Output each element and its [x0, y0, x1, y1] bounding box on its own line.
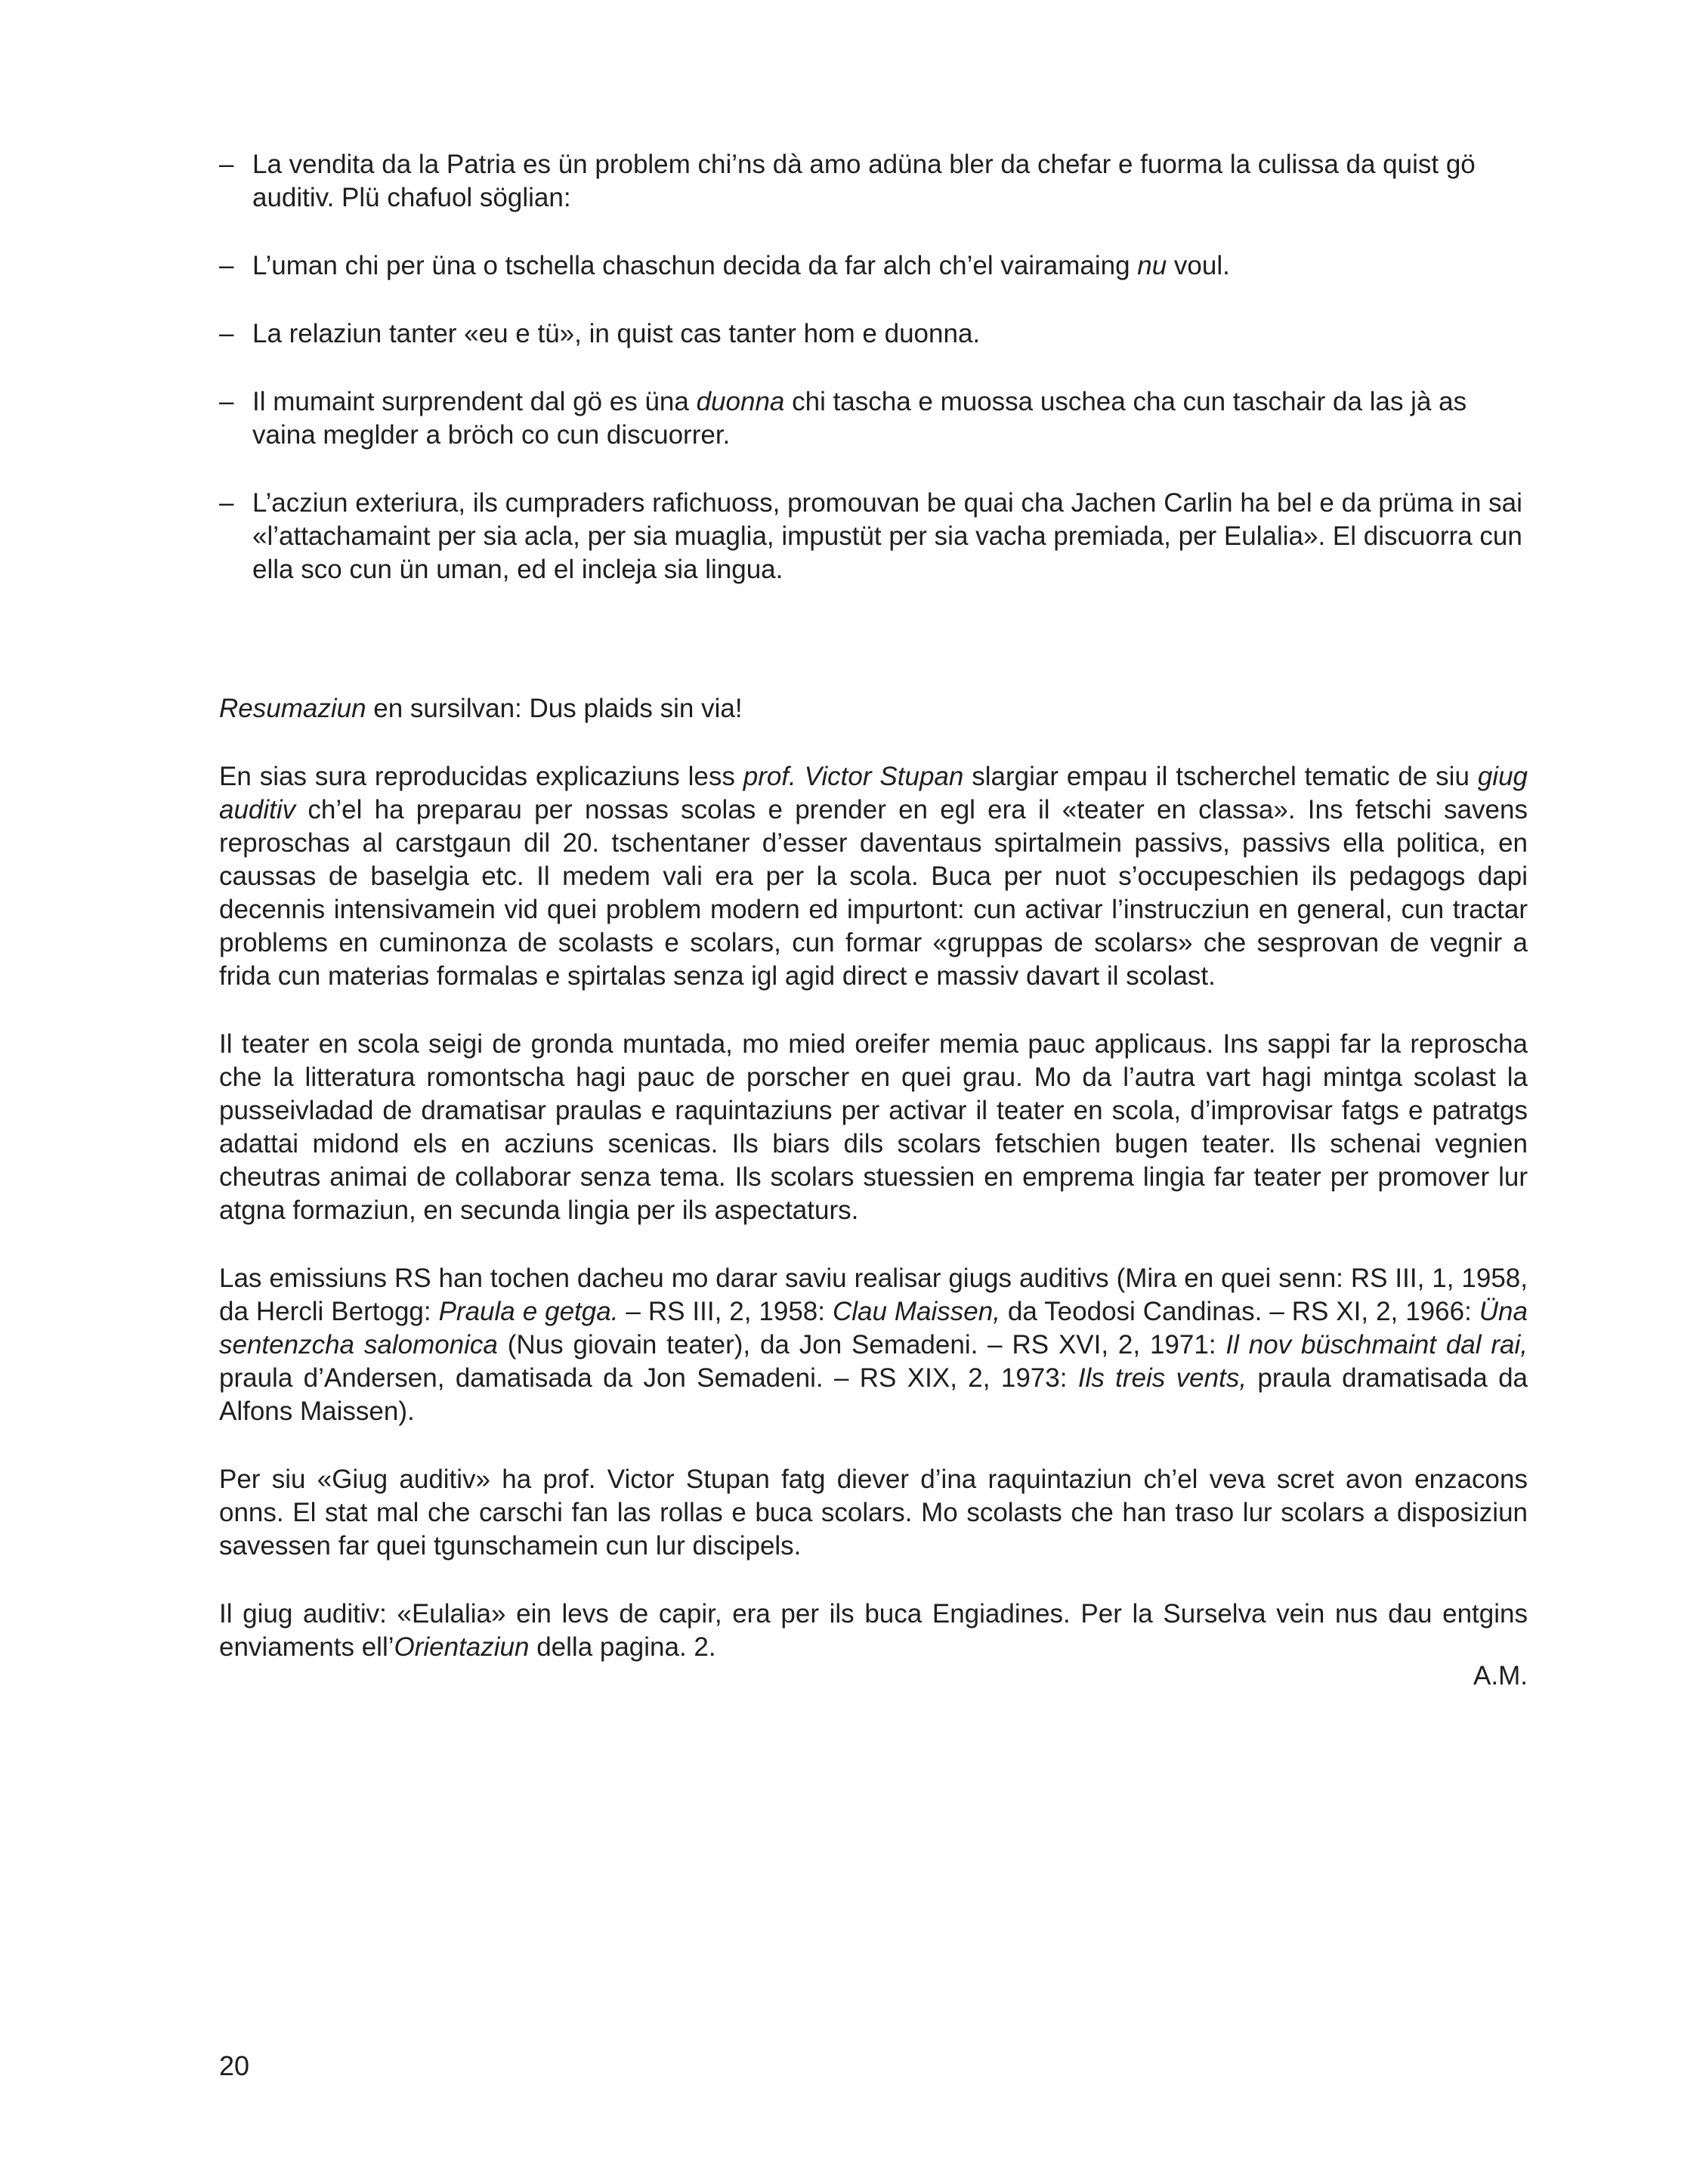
- bullet-text: La relaziun tanter «eu e tü», in quist cas tanter hom e duonna.: [252, 319, 981, 348]
- emphasis: Praula e getga.: [438, 1297, 619, 1326]
- page-number: 20: [219, 2050, 250, 2081]
- bullet-text: [252, 249, 1528, 283]
- resumaziun-section: [219, 692, 1528, 1693]
- paragraph: [219, 1598, 1528, 1664]
- bullet-dash: –: [219, 150, 234, 179]
- author-signature: A.M.: [1473, 1661, 1528, 1691]
- paragraph: Il teater en scola seigi de gronda muntada, mo mied oreifer memia pauc applicaus. Ins sappi far la reproscha che la litteratura romontscha hagi pauc de porscher en quei grau. Mo da l’autra vart hagi mintga scolast la pusseivladad de dramatisar praulas e raquintaziuns per activar il teater en scola, d’improvisar fatgs e patratgs adattai midond els en acziuns scenicas. Ils biars dils scolars fetschien bugen teater. Ils schenai vegnien cheutras animai de collaborar senza tema. Ils scolars stuessien en emprema lingia far teater per promover lur atgna formaziun, en secunda lingia per ils aspectaturs.: [219, 1029, 1528, 1225]
- list-item: [219, 385, 1528, 452]
- page-content: [219, 148, 1528, 1693]
- paragraph: [219, 1262, 1528, 1428]
- emphasis: Ils treis vents,: [1077, 1363, 1247, 1393]
- bullet-text: [252, 385, 1528, 452]
- emphasis: Clau Maissen,: [832, 1297, 1000, 1326]
- list-item: [219, 249, 1528, 283]
- emphasis: duonna: [696, 387, 785, 416]
- emphasis: Orientaziun: [394, 1632, 530, 1662]
- text-run: ch’el ha preparau per nossas scolas e prender en egl era il «teater en classa». Ins fetschi savens reproschas al carstgaun dil 20. tschentaner d’esser daventaus spirtalmein passivs, passivs ella politica, en caussas de baselgia etc. Il medem vali era per la scola. Buca per nuot s’occupeschien ils pedagogs dapi decennis intensivamein vid quei problem modern ed impurtont: cun activar l’instrucziun en general, cun tractar problems en cuminonza de scolasts e scolars, cun formar «gruppas de scolars» che sesprovan de vegnir a frida cun materias formalas e spirtalas senza igl agid direct e massiv davart il scolast.: [219, 795, 1528, 991]
- text-run: En sias sura reproducidas explicaziuns less: [219, 762, 743, 791]
- text-run: voul.: [1167, 251, 1230, 280]
- list-item: [219, 487, 1528, 586]
- bullet-text: La vendita da la Patria es ün problem chi’ns dà amo adüna bler da chefar e fuorma la culissa da quist gö auditiv. Plü chafuol söglian:: [252, 150, 1476, 212]
- emphasis: giug auditiv: [219, 762, 1528, 824]
- section-heading: [219, 692, 1528, 725]
- text-run: L’uman chi per üna o tschella chaschun decida da far alch ch’el vairamaing: [252, 251, 1138, 280]
- bullet-dash: –: [219, 251, 234, 280]
- bullet-dash: –: [219, 488, 234, 518]
- list-item: [219, 317, 1528, 351]
- text-run: praula dramatisada da Alfons Maissen).: [219, 1363, 1528, 1426]
- bullet-text: L’acziun exteriura, ils cumpraders rafichuoss, promouvan be quai cha Jachen Carlin ha bel e da prüma in sai «l’attachamaint per sia acla, per sia muaglia, impustüt per sia vacha premiada, per Eulalia». El discuorra cun ella sco cun ün uman, ed el incleja sia lingua.: [252, 488, 1522, 584]
- text-run: Il mumaint surprendent dal gö es üna: [252, 387, 697, 416]
- bullet-dash: –: [219, 387, 234, 416]
- emphasis: Il nov büschmaint dal rai,: [1225, 1330, 1528, 1360]
- text-run: praula d’Andersen, damatisada da Jon Semadeni. – RS XIX, 2, 1973:: [219, 1363, 1078, 1393]
- text-run: – RS III, 2, 1958:: [618, 1297, 833, 1326]
- bullet-dash: –: [219, 319, 234, 348]
- text-run: slargiar empau il tscherchel tematic de siu: [963, 762, 1478, 791]
- paragraph: [219, 760, 1528, 993]
- bullet-list: [219, 148, 1528, 586]
- emphasis: Resumaziun: [219, 694, 366, 723]
- emphasis: nu: [1137, 251, 1167, 280]
- text-run: chi tascha e muossa uschea cha cun taschair da las jà as vaina meglder a bröch co cun discuorrer.: [252, 387, 1467, 450]
- list-item: [219, 148, 1528, 215]
- text-run: (Nus giovain teater), da Jon Semadeni. – RS XVI, 2, 1971:: [497, 1330, 1226, 1360]
- paragraph: Per siu «Giug auditiv» ha prof. Victor Stupan fatg diever d’ina raquintaziun ch’el veva scret avon enzacons onns. El stat mal che carschi fan las rollas e buca scolars. Mo scolasts che han traso lur scolars a disposiziun savessen far quei tgunschamein cun lur discipels.: [219, 1465, 1528, 1561]
- emphasis: prof. Victor Stupan: [743, 762, 964, 791]
- text-run: della pagina. 2.: [529, 1632, 716, 1662]
- emphasis: Üna sentenzcha salomonica: [219, 1297, 1528, 1360]
- text-run: Las emissiuns RS han tochen dacheu mo darar saviu realisar giugs auditivs (Mira en quei senn: RS III, 1, 1958, da Hercli Bertogg:: [219, 1264, 1528, 1326]
- text-run: Il giug auditiv: «Eulalia» ein levs de capir, era per ils buca Engiadines. Per la Surselva vein nus dau entgins enviaments ell’: [219, 1599, 1528, 1662]
- text-run: da Teodosi Candinas. – RS XI, 2, 1966:: [1000, 1297, 1479, 1326]
- text-run: en sursilvan: Dus plaids sin via!: [366, 694, 743, 723]
